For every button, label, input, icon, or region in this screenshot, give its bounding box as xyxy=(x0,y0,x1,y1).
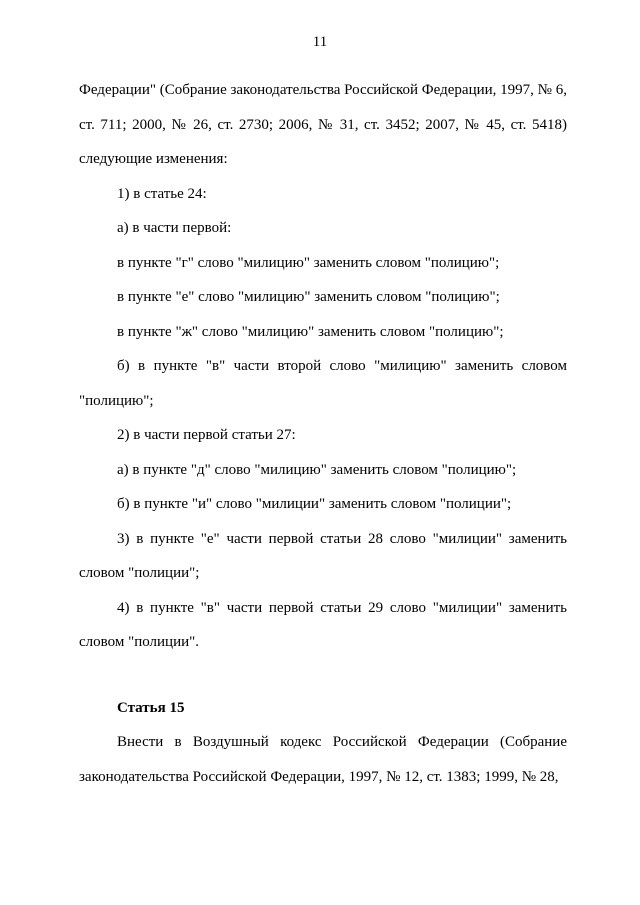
paragraph: б) в пункте "и" слово "милиции" заменить словом "полиции"; xyxy=(117,496,512,512)
paragraph: Федерации" (Собрание законодательства Российской Федерации, 1997, № 6, ст. 711; 2000, № 26, ст. 2730; 2006, № 31, ст. 3452; 2007, № 45, ст. 5418) следующие изменения: xyxy=(79,82,567,167)
paragraph: в пункте "е" слово "милицию" заменить словом "полицию"; xyxy=(117,289,500,305)
document-body xyxy=(79,73,567,794)
paragraph: а) в части первой: xyxy=(117,220,232,236)
paragraph: 4) в пункте "в" части первой статьи 29 слово "милиции" заменить словом "полиции". xyxy=(79,599,567,650)
article-heading: Статья 15 xyxy=(117,699,185,716)
paragraph: 3) в пункте "е" части первой статьи 28 слово "милиции" заменить словом "полиции"; xyxy=(79,530,567,581)
page-number: 11 xyxy=(312,34,328,50)
paragraph: в пункте "ж" слово "милицию" заменить словом "полицию"; xyxy=(117,323,504,340)
paragraph: Внести в Воздушный кодекс Российской Федерации (Собрание законодательства Российской Федерации, 1997, № 12, ст. 1383; 1999, № 28, xyxy=(79,734,567,785)
paragraph: в пункте "г" слово "милицию" заменить словом "полицию"; xyxy=(117,254,500,271)
paragraph: 1) в статье 24: xyxy=(117,185,207,202)
paragraph: а) в пункте "д" слово "милицию" заменить словом "полицию"; xyxy=(117,461,517,478)
paragraph: 2) в части первой статьи 27: xyxy=(117,427,296,443)
paragraph: б) в пункте "в" части второй слово "милицию" заменить словом "полицию"; xyxy=(79,358,567,409)
